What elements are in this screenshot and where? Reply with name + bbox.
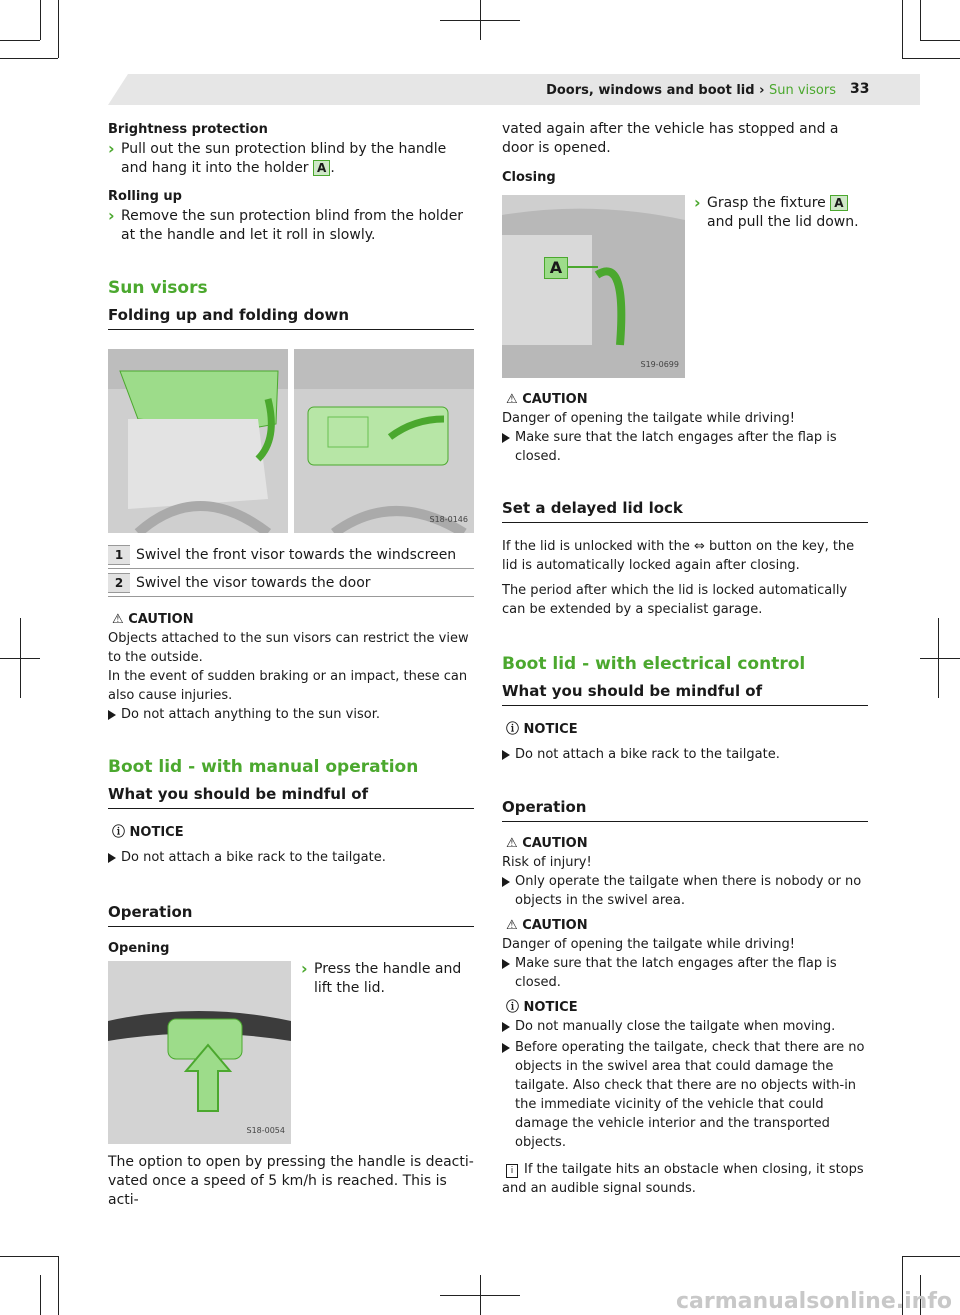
car-key-icon: ⇔ bbox=[693, 539, 705, 554]
watermark: carmanualsonline.info bbox=[676, 1289, 952, 1314]
notice-block: ⓘ NOTICE Do not attach a bike rack to the tailgate. bbox=[502, 720, 868, 764]
handle-illustration bbox=[108, 961, 291, 1144]
caution-block: ⚠ CAUTION Risk of injury! Only operate the tailgate when there is nobody or no objects in the swivel area. bbox=[502, 834, 868, 910]
sun-visor-image-right bbox=[294, 349, 474, 533]
info-note: i If the tailgate hits an obstacle when closing, it stops and an audible signal sounds. bbox=[502, 1162, 864, 1196]
delayed-lock-heading: Set a delayed lid lock bbox=[502, 499, 868, 523]
opening-title: Opening bbox=[108, 941, 170, 956]
crop-mark bbox=[902, 58, 960, 59]
closing-illustration bbox=[502, 195, 685, 378]
closing-image bbox=[502, 195, 685, 378]
info-square-icon: i bbox=[506, 1164, 518, 1178]
crop-mark bbox=[40, 0, 41, 40]
info-circle-icon: ⓘ bbox=[112, 825, 126, 840]
delayed-p1: If the lid is unlocked with the ⇔ button on the key, the lid is automatically locked again after closing. bbox=[502, 539, 855, 573]
image-code: S18-0146 bbox=[429, 515, 468, 524]
crop-mark bbox=[0, 58, 58, 59]
left-column bbox=[108, 120, 474, 330]
closing-title: Closing bbox=[502, 170, 556, 185]
mindful-heading-2: What you should be mindful of bbox=[502, 682, 868, 706]
visor-illustration-2 bbox=[294, 349, 474, 533]
running-header: Doors, windows and boot lid › Sun visors bbox=[546, 83, 836, 98]
notice-block: ⓘ NOTICE Do not attach a bike rack to the tailgate. bbox=[108, 823, 474, 867]
right-column bbox=[502, 120, 868, 187]
header-subsection: Sun visors bbox=[768, 83, 836, 98]
bottom-paragraph: The option to open by pressing the handle is deacti-vated once a speed of 5 km/h is reached. This is acti- bbox=[108, 1154, 474, 1208]
header-section: Doors, windows and boot lid bbox=[546, 83, 755, 98]
brightness-title: Brightness protection bbox=[108, 122, 268, 137]
operation-heading-2: Operation bbox=[502, 798, 868, 822]
notice-block: ⓘ NOTICE Do not manually close the tailgate when moving. Before operating the tailgate, check that there are no objects in the swivel area that could damage the tailgate. Also check that there are no objects with-in the immediate vicinity of the vehicle that could damage the vehicle interior and the transported objects. bbox=[502, 998, 868, 1152]
crop-mark bbox=[58, 1256, 59, 1315]
crop-mark bbox=[0, 1256, 58, 1257]
operation-heading: Operation bbox=[108, 903, 474, 927]
crop-mark bbox=[920, 0, 921, 40]
key-a: A bbox=[313, 160, 330, 176]
crop-mark bbox=[902, 0, 903, 58]
delayed-p2: The period after which the lid is locked automatically can be extended by a specialist garage. bbox=[502, 583, 848, 617]
legend-item: 2 Swivel the visor towards the door bbox=[108, 573, 474, 597]
sun-visors-heading: Sun visors bbox=[108, 278, 208, 298]
callout-a: A bbox=[544, 257, 568, 279]
brightness-step: › Pull out the sun protection blind by the handle and hang it into the holder A . bbox=[108, 140, 474, 178]
folding-heading: Folding up and folding down bbox=[108, 306, 474, 330]
sun-visor-image-left bbox=[108, 349, 288, 533]
handle-image bbox=[108, 961, 291, 1144]
caution-block: ⚠ CAUTION Danger of opening the tailgate while driving! Make sure that the latch engages after the flap is closed. bbox=[502, 916, 868, 992]
caution-block: ⚠ CAUTION Danger of opening the tailgate while driving! Make sure that the latch engages after the flap is closed. bbox=[502, 390, 868, 466]
boot-lid-manual-heading: Boot lid - with manual operation bbox=[108, 757, 419, 777]
warning-icon: ⚠ bbox=[112, 612, 124, 627]
boot-lid-electric-heading: Boot lid - with electrical control bbox=[502, 654, 806, 674]
image-code: S19-0699 bbox=[640, 360, 679, 369]
crop-mark bbox=[938, 618, 939, 698]
legend-item: 1 Swivel the front visor towards the windscreen bbox=[108, 545, 474, 569]
crop-mark bbox=[480, 0, 481, 40]
visor-illustration bbox=[108, 349, 288, 533]
closing-step-col bbox=[694, 194, 864, 232]
crop-mark bbox=[480, 1275, 481, 1315]
crop-mark bbox=[58, 0, 59, 58]
left-column-2 bbox=[108, 545, 474, 958]
warning-icon: ⚠ bbox=[506, 392, 518, 407]
info-circle-icon: ⓘ bbox=[506, 1000, 520, 1015]
image-code: S18-0054 bbox=[246, 1126, 285, 1135]
opening-step-col bbox=[301, 960, 471, 998]
crop-mark bbox=[40, 1275, 41, 1315]
warning-icon: ⚠ bbox=[506, 836, 518, 851]
opening-step: › Press the handle and lift the lid. bbox=[301, 960, 471, 998]
info-circle-icon: ⓘ bbox=[506, 722, 520, 737]
crop-mark bbox=[920, 40, 960, 41]
page-number: 33 bbox=[850, 81, 870, 97]
right-column-2 bbox=[502, 390, 868, 1198]
crop-mark bbox=[920, 658, 960, 659]
caution-block: ⚠ CAUTION Objects attached to the sun visors can restrict the view to the outside. In the event of sudden braking or an impact, these can also cause injuries. Do not attach anything to the sun visor. bbox=[108, 610, 474, 724]
crop-mark bbox=[20, 618, 21, 698]
mindful-heading: What you should be mindful of bbox=[108, 785, 474, 809]
crop-mark bbox=[902, 1256, 960, 1257]
rolling-step: › Remove the sun protection blind from the holder at the handle and let it roll in slowly. bbox=[108, 207, 474, 245]
crop-mark bbox=[0, 40, 40, 41]
closing-step: › Grasp the fixture A and pull the lid down. bbox=[694, 194, 864, 232]
rolling-title: Rolling up bbox=[108, 189, 182, 204]
continued-text: vated again after the vehicle has stopped and a door is opened. bbox=[502, 121, 839, 156]
warning-icon: ⚠ bbox=[506, 918, 518, 933]
